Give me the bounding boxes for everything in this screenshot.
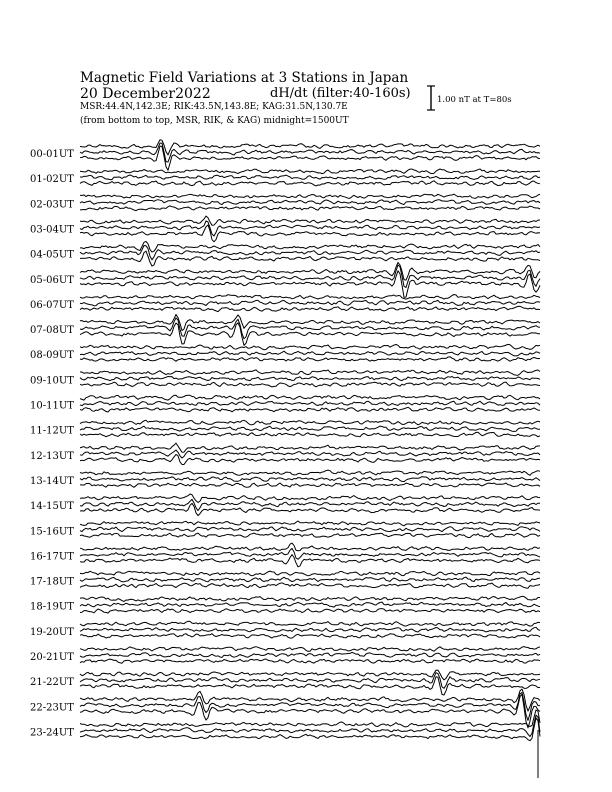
row-label: 04-05UT	[30, 249, 74, 261]
row-label: 16-17UT	[30, 551, 74, 563]
trace-rik	[80, 376, 540, 380]
trace-rik	[80, 426, 540, 431]
row-02-03UT	[30, 194, 540, 211]
trace-kag	[80, 420, 540, 425]
row-label: 09-10UT	[30, 375, 74, 387]
row-label: 23-24UT	[30, 727, 74, 739]
row-00-01UT	[30, 140, 540, 171]
row-18-19UT	[30, 596, 540, 613]
trace-msr	[80, 718, 540, 741]
trace-msr	[80, 181, 540, 186]
trace-kag	[80, 216, 540, 225]
trace-kag	[80, 689, 540, 711]
chart-date: 20 December2022	[80, 86, 211, 102]
row-16-17UT	[30, 543, 540, 567]
trace-msr	[80, 323, 540, 346]
trace-rik	[80, 602, 540, 607]
trace-kag	[80, 395, 540, 400]
trace-rik	[80, 265, 540, 288]
row-label: 19-20UT	[30, 626, 74, 638]
trace-rik	[80, 548, 540, 559]
chart-quantity: dH/dt (filter:40-160s)	[270, 86, 411, 101]
trace-kag	[80, 710, 540, 727]
trace-rik	[80, 527, 540, 532]
row-label: 02-03UT	[30, 199, 74, 211]
row-label: 01-02UT	[30, 174, 74, 186]
trace-msr	[80, 206, 540, 211]
row-08-09UT	[30, 344, 540, 361]
row-label: 21-22UT	[30, 677, 74, 689]
trace-kag	[80, 295, 540, 300]
row-label: 05-06UT	[30, 274, 74, 286]
row-label: 13-14UT	[30, 475, 74, 487]
trace-kag	[80, 443, 540, 452]
row-23-24UT	[30, 710, 540, 741]
trace-msr	[80, 483, 540, 487]
scale-label: 1.00 nT at T=80s	[437, 95, 512, 105]
trace-rik	[80, 652, 540, 657]
row-10-11UT	[30, 395, 540, 412]
trace-rik	[80, 577, 540, 582]
row-label: 22-23UT	[30, 702, 74, 714]
trace-msr	[80, 382, 540, 387]
row-label: 06-07UT	[30, 299, 74, 311]
row-14-15UT	[30, 494, 540, 516]
trace-msr	[80, 357, 540, 362]
trace-msr	[80, 659, 540, 663]
row-label: 17-18UT	[30, 576, 74, 588]
trace-rik	[80, 200, 540, 205]
trace-rik	[80, 627, 540, 632]
row-12-13UT	[30, 443, 540, 464]
station-coordinates: MSR:44.4N,142.3E; RIK:43.5N,143.8E; KAG:31.5N,130.7E	[80, 102, 348, 112]
trace-kag	[80, 370, 540, 376]
row-label: 18-19UT	[30, 601, 74, 613]
trace-rik	[80, 715, 540, 736]
row-21-22UT	[30, 670, 540, 695]
row-13-14UT	[30, 470, 540, 487]
trace-kag	[80, 621, 540, 626]
row-09-10UT	[30, 370, 540, 387]
row-19-20UT	[30, 621, 540, 638]
row-20-21UT	[30, 647, 540, 664]
trace-kag	[80, 494, 540, 503]
trace-msr	[80, 407, 540, 412]
trace-msr	[80, 555, 540, 567]
trace-msr	[80, 634, 540, 638]
row-label: 20-21UT	[30, 652, 74, 663]
trace-msr	[80, 454, 540, 464]
row-11-12UT	[30, 420, 540, 437]
row-07-08UT	[30, 315, 540, 346]
row-17-18UT	[30, 571, 540, 588]
row-label: 08-09UT	[30, 350, 74, 362]
row-label: 10-11UT	[30, 400, 74, 412]
trace-kag	[80, 543, 540, 551]
row-15-16UT	[30, 521, 540, 538]
trace-rik	[80, 477, 540, 482]
chart-title: Magnetic Field Variations at 3 Stations in Japan	[80, 70, 409, 86]
row-label: 11-12UT	[30, 425, 74, 437]
row-01-02UT	[30, 169, 540, 186]
series-order-note: (from bottom to top, MSR, RIK, & KAG) midnight=1500UT	[80, 116, 349, 126]
trace-kag	[80, 169, 540, 174]
trace-kag	[80, 344, 540, 349]
trace-rik	[80, 450, 540, 458]
row-03-04UT	[30, 216, 540, 242]
trace-rik	[80, 175, 540, 180]
trace-kag	[80, 596, 540, 601]
trace-rik	[80, 401, 540, 406]
row-04-05UT	[30, 241, 540, 266]
trace-msr	[80, 306, 540, 311]
trace-kag	[80, 521, 540, 526]
row-label: 03-04UT	[30, 224, 74, 236]
trace-kag	[80, 571, 540, 576]
trace-msr	[80, 271, 540, 297]
trace-rik	[80, 351, 540, 356]
trace-msr	[80, 609, 540, 614]
row-label: 07-08UT	[30, 325, 74, 337]
row-05-06UT	[30, 262, 540, 297]
trace-msr	[80, 533, 540, 537]
trace-kag	[80, 194, 540, 198]
trace-rik	[80, 693, 540, 721]
row-label: 00-01UT	[30, 149, 74, 160]
trace-kag	[80, 647, 540, 652]
trace-rik	[80, 673, 540, 689]
row-label: 12-13UT	[30, 450, 74, 462]
row-label: 14-15UT	[30, 501, 74, 513]
trace-kag	[80, 470, 540, 475]
trace-msr	[80, 583, 540, 588]
row-22-23UT	[30, 689, 540, 728]
row-06-07UT	[30, 295, 540, 312]
trace-rik	[80, 300, 540, 305]
row-label: 15-16UT	[30, 526, 74, 538]
trace-msr	[80, 432, 540, 437]
